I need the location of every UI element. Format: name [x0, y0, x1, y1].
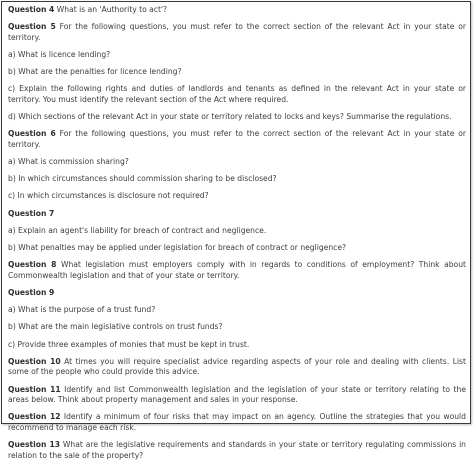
question-text: What are the legislative requirements and standards in your state or territory regulating commissions in relation to the sale of the property?	[8, 440, 466, 460]
question-7a: a) Explain an agent's liability for breach of contract and negligence.	[8, 225, 267, 235]
question-5d: d) Which sections of the relevant Act in your state or territory related to locks and keys? Summarise the regulations.	[8, 112, 452, 122]
question-9a: a) What is the purpose of a trust fund?	[8, 305, 156, 315]
question-label: Question 7	[8, 208, 55, 218]
question-13	[8, 440, 466, 461]
question-label: Question 10	[8, 356, 61, 366]
question-text: Identify a minimum of four risks that may impact on an agency. Outline the strategies that you would recommend to manage each risk.	[8, 412, 466, 432]
question-text: Identify and list Commonwealth legislation and the legislation of your state or territory relating to the areas below. Think about property management and sales in your response.	[8, 384, 466, 405]
question-4	[8, 5, 466, 16]
question-7b: b) What penalties may be applied under legislation for breach of contract or negligence?	[8, 243, 347, 253]
question-6b: b) In which circumstances should commission sharing to be disclosed?	[8, 174, 277, 184]
question-label: Question 12	[8, 412, 61, 422]
question-5c: c) Explain the following rights and duties of landlords and tenants as defined in the relevant Act in your state or territory. You must identify the relevant section of the Act where required.	[8, 84, 466, 104]
question-5	[8, 22, 466, 43]
question-label: Question 13	[8, 440, 61, 450]
question-7	[8, 209, 466, 220]
question-text: What is an 'Authority to act'?	[54, 5, 168, 14]
question-label: Question 11	[8, 384, 61, 394]
question-12	[8, 412, 466, 433]
question-list	[8, 5, 466, 468]
question-9	[8, 288, 466, 299]
question-text: At times you will require specialist advice regarding aspects of your role and dealing with clients. List some of the people who could provide this advice.	[8, 356, 466, 377]
question-text: For the following questions, you must refer to the correct section of the relevant Act in your state or territory.	[8, 22, 466, 42]
question-9c: c) Provide three examples of monies that must be kept in trust.	[8, 339, 250, 349]
question-5a: a) What is licence lending?	[8, 49, 111, 59]
question-5b: b) What are the penalties for licence lending?	[8, 67, 182, 77]
question-9b: b) What are the main legislative controls on trust funds?	[8, 322, 223, 332]
question-label: Question 4	[8, 5, 55, 14]
question-label: Question 9	[8, 288, 55, 297]
question-label: Question 5	[8, 22, 56, 32]
question-8	[8, 260, 466, 281]
question-11	[8, 385, 466, 406]
question-text: For the following questions, you must refer to the correct section of the relevant Act in your state or territory.	[8, 129, 466, 149]
question-label: Question 8	[8, 260, 57, 270]
question-6	[8, 129, 466, 150]
document-frame	[1, 1, 471, 460]
question-6c: c) In which circumstances is disclosure not required?	[8, 191, 209, 201]
question-text: What legislation must employers comply with in regards to conditions of employment? Think about Commonwealth legislation and that of your state or territory.	[8, 260, 466, 280]
question-6a: a) What is commission sharing?	[8, 157, 129, 167]
question-label: Question 6	[8, 129, 56, 139]
question-10	[8, 357, 466, 378]
